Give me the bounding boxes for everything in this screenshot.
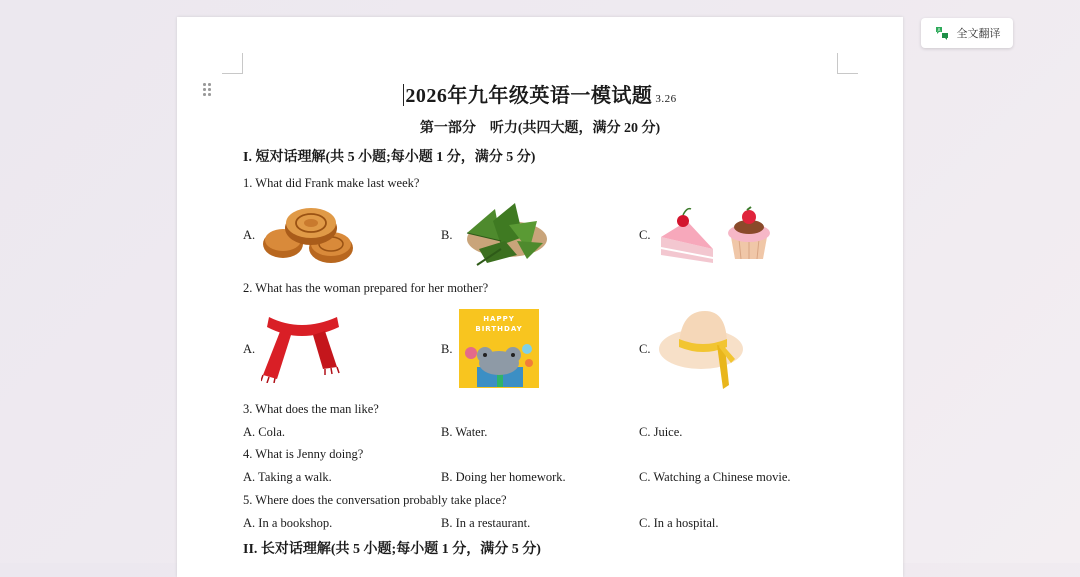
q4-option-c: C. Watching a Chinese movie. xyxy=(639,470,791,484)
q1-label-c: C. xyxy=(639,228,651,242)
q5-option-a: A. In a bookshop. xyxy=(243,516,333,530)
gift-cat-icon xyxy=(459,333,539,388)
section-heading-1: I. 短对话理解(共 5 小题;每小题 1 分，满分 5 分) xyxy=(243,150,536,165)
translate-button-label: 全文翻译 xyxy=(956,27,1001,40)
margin-corner-top-right xyxy=(837,53,858,74)
question-3: 3. What does the man like? xyxy=(243,402,379,416)
q3-option-c: C. Juice. xyxy=(639,425,683,439)
title-date: 3.26 xyxy=(655,93,677,105)
margin-corner-top-left xyxy=(222,53,243,74)
card-text-birthday: BIRTHDAY xyxy=(475,325,523,333)
question-1: 1. What did Frank make last week? xyxy=(243,176,420,190)
question-2: 2. What has the woman prepared for her mother? xyxy=(243,281,489,295)
cakes-picture xyxy=(657,203,777,269)
zongzi-picture xyxy=(457,201,549,269)
q3-option-b: B. Water. xyxy=(441,425,488,439)
hat-picture xyxy=(657,307,747,391)
card-text-happy: HAPPY xyxy=(483,315,515,323)
svg-text:A: A xyxy=(937,28,941,34)
document-page xyxy=(177,17,903,577)
q1-label-a: A. xyxy=(243,228,256,242)
section-heading-2: II. 长对话理解(共 5 小题;每小题 1 分，满分 5 分) xyxy=(243,542,541,557)
q4-option-b: B. Doing her homework. xyxy=(441,470,566,484)
mooncakes-picture xyxy=(261,200,357,268)
question-5: 5. Where does the conversation probably take place? xyxy=(243,493,507,507)
q5-option-b: B. In a restaurant. xyxy=(441,516,531,530)
translate-icon xyxy=(934,25,950,41)
q3-option-a: A. Cola. xyxy=(243,425,286,439)
document-title[interactable]: 2026年九年级英语一模试题 3.26 xyxy=(405,85,677,107)
q2-label-b: B. xyxy=(441,342,453,356)
q4-option-a: A. Taking a walk. xyxy=(243,470,332,484)
q2-label-c: C. xyxy=(639,342,651,356)
q2-label-a: A. xyxy=(243,342,256,356)
translate-button[interactable] xyxy=(921,18,1013,48)
birthday-card-picture xyxy=(459,309,539,388)
q5-option-c: C. In a hospital. xyxy=(639,516,719,530)
scarf-picture xyxy=(261,311,343,383)
q1-label-b: B. xyxy=(441,228,453,242)
question-4: 4. What is Jenny doing? xyxy=(243,447,364,461)
part-heading: 第一部分 听力(共四大题，满分 20 分) xyxy=(419,121,661,136)
